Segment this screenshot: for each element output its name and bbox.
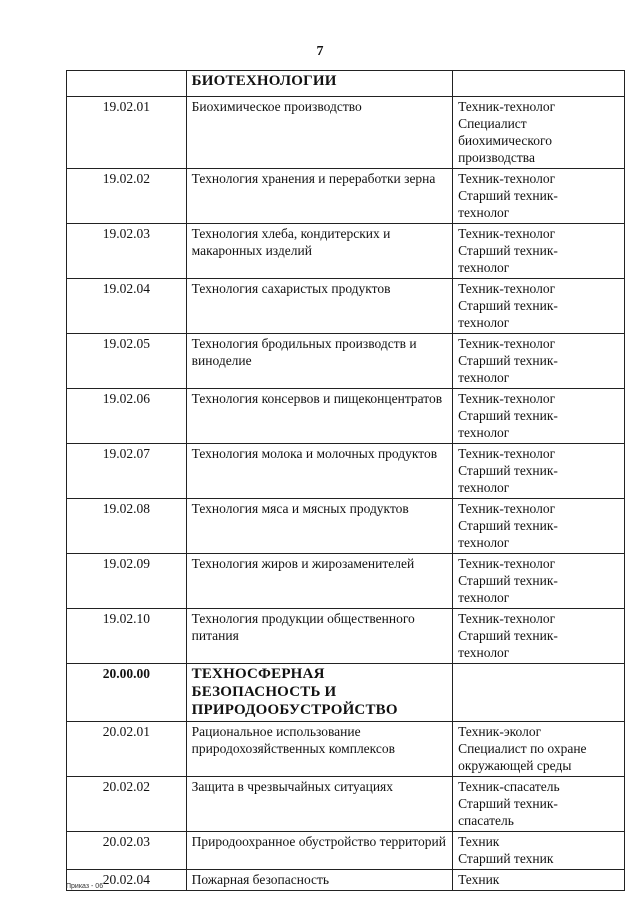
- table-row: [67, 279, 625, 334]
- qualification-cell: [453, 279, 625, 334]
- qualification-line: Старший техник: [458, 851, 554, 866]
- specialty-name: Технология мяса и мясных продуктов: [186, 499, 452, 554]
- table-row: [67, 722, 625, 777]
- specialty-code: 19.02.07: [67, 444, 187, 499]
- qualification-line: Техник-технолог: [458, 281, 556, 296]
- qualification-line: технолог: [458, 425, 510, 440]
- qualification-cell: [453, 499, 625, 554]
- qualification-line: Техник-технолог: [458, 391, 556, 406]
- specialty-code: 19.02.10: [67, 609, 187, 664]
- specialty-code: 19.02.03: [67, 224, 187, 279]
- qualification-line: Техник: [458, 872, 500, 887]
- qualification-cell: [453, 389, 625, 444]
- specialty-name: Технология молока и молочных продуктов: [186, 444, 452, 499]
- table-row: [67, 777, 625, 832]
- qualification-line: Техник-технолог: [458, 336, 556, 351]
- qualification-line: технолог: [458, 590, 510, 605]
- qualification-line: Техник-технолог: [458, 171, 556, 186]
- table-row: [67, 870, 625, 891]
- specialty-code: 19.02.02: [67, 169, 187, 224]
- specialty-name: Технология хранения и переработки зерна: [186, 169, 452, 224]
- specialty-code: 19.02.05: [67, 334, 187, 389]
- qualification-line: Старший техник-: [458, 243, 558, 258]
- qualification-line: технолог: [458, 315, 510, 330]
- qualification-line: Техник-технолог: [458, 556, 556, 571]
- qualification-line: Старший техник-: [458, 796, 558, 811]
- qualification-line: Старший техник-: [458, 628, 558, 643]
- specialty-name: Технология бродильных производств и виноделие: [186, 334, 452, 389]
- qualification-cell: [453, 609, 625, 664]
- qualification-line: технолог: [458, 260, 510, 275]
- page-number: 7: [316, 44, 324, 59]
- qualification-line: Старший техник-: [458, 573, 558, 588]
- specialty-code: 19.02.04: [67, 279, 187, 334]
- specialty-code: 19.02.09: [67, 554, 187, 609]
- specialty-name: Защита в чрезвычайных ситуациях: [186, 777, 452, 832]
- table-row: [67, 97, 625, 169]
- qualification-line: технолог: [458, 480, 510, 495]
- qualification-line: Старший техник-: [458, 188, 558, 203]
- qualification-line: Старший техник-: [458, 353, 558, 368]
- qualification-cell: [453, 97, 625, 169]
- qualification-line: Специалист: [458, 116, 527, 131]
- qualification-line: технолог: [458, 205, 510, 220]
- table-row: [67, 609, 625, 664]
- qualification-cell: [453, 334, 625, 389]
- qualification-line: Старший техник-: [458, 463, 558, 478]
- specialty-name: Биохимическое производство: [186, 97, 452, 169]
- qualification-line: Техник-технолог: [458, 226, 556, 241]
- qualification-line: производства: [458, 150, 535, 165]
- qualification-line: спасатель: [458, 813, 514, 828]
- qualification-line: Техник-спасатель: [458, 779, 560, 794]
- specialty-name: Пожарная безопасность: [186, 870, 452, 891]
- qualification-cell: [453, 169, 625, 224]
- qualification-line: Старший техник-: [458, 518, 558, 533]
- footer-note: Приказ - 06: [66, 883, 104, 890]
- qualification-line: Техник-технолог: [458, 611, 556, 626]
- qualification-line: Техник-технолог: [458, 446, 556, 461]
- specialty-code: [67, 71, 187, 97]
- qualification-line: Техник: [458, 834, 500, 849]
- specialties-table: [66, 70, 625, 891]
- qualification-line: Старший техник-: [458, 408, 558, 423]
- specialty-name: Технология продукции общественного питания: [186, 609, 452, 664]
- qualification-cell: [453, 71, 625, 97]
- qualification-line: Техник-эколог: [458, 724, 542, 739]
- section-title: БИОТЕХНОЛОГИИ: [186, 71, 452, 97]
- specialty-name: Природоохранное обустройство территорий: [186, 832, 452, 870]
- section-title: ТЕХНОСФЕРНАЯ БЕЗОПАСНОСТЬ И ПРИРОДООБУСТРОЙСТВО: [186, 664, 452, 722]
- specialty-name: Технология хлеба, кондитерских и макаронных изделий: [186, 224, 452, 279]
- qualification-line: биохимического: [458, 133, 552, 148]
- specialty-code: 19.02.01: [67, 97, 187, 169]
- qualification-cell: [453, 444, 625, 499]
- qualification-line: технолог: [458, 645, 510, 660]
- qualification-cell: [453, 224, 625, 279]
- table-row: [67, 499, 625, 554]
- specialty-code: 19.02.08: [67, 499, 187, 554]
- specialty-name: Технология сахаристых продуктов: [186, 279, 452, 334]
- qualification-cell: [453, 664, 625, 722]
- specialty-code: 20.02.01: [67, 722, 187, 777]
- qualification-line: технолог: [458, 535, 510, 550]
- specialty-name: Рациональное использование природохозяйственных комплексов: [186, 722, 452, 777]
- table-row: [67, 389, 625, 444]
- specialty-name: Технология консервов и пищеконцентратов: [186, 389, 452, 444]
- specialty-code: 20.02.02: [67, 777, 187, 832]
- qualification-line: Старший техник-: [458, 298, 558, 313]
- section-row: [67, 71, 625, 97]
- qualification-line: технолог: [458, 370, 510, 385]
- qualification-line: Специалист по охране: [458, 741, 587, 756]
- specialty-name: Технология жиров и жирозаменителей: [186, 554, 452, 609]
- section-row: [67, 664, 625, 722]
- table-row: [67, 554, 625, 609]
- qualification-line: Техник-технолог: [458, 99, 556, 114]
- specialty-code: 19.02.06: [67, 389, 187, 444]
- qualification-cell: [453, 722, 625, 777]
- table-row: [67, 832, 625, 870]
- qualification-cell: [453, 832, 625, 870]
- qualification-cell: [453, 777, 625, 832]
- qualification-line: окружающей среды: [458, 758, 572, 773]
- specialty-code: 20.00.00: [67, 664, 187, 722]
- table-row: [67, 334, 625, 389]
- qualification-cell: [453, 870, 625, 891]
- table-row: [67, 169, 625, 224]
- table-row: [67, 444, 625, 499]
- qualification-line: Техник-технолог: [458, 501, 556, 516]
- qualification-cell: [453, 554, 625, 609]
- table-row: [67, 224, 625, 279]
- specialty-code: 20.02.04: [67, 870, 187, 891]
- table-body: [67, 71, 625, 891]
- specialty-code: 20.02.03: [67, 832, 187, 870]
